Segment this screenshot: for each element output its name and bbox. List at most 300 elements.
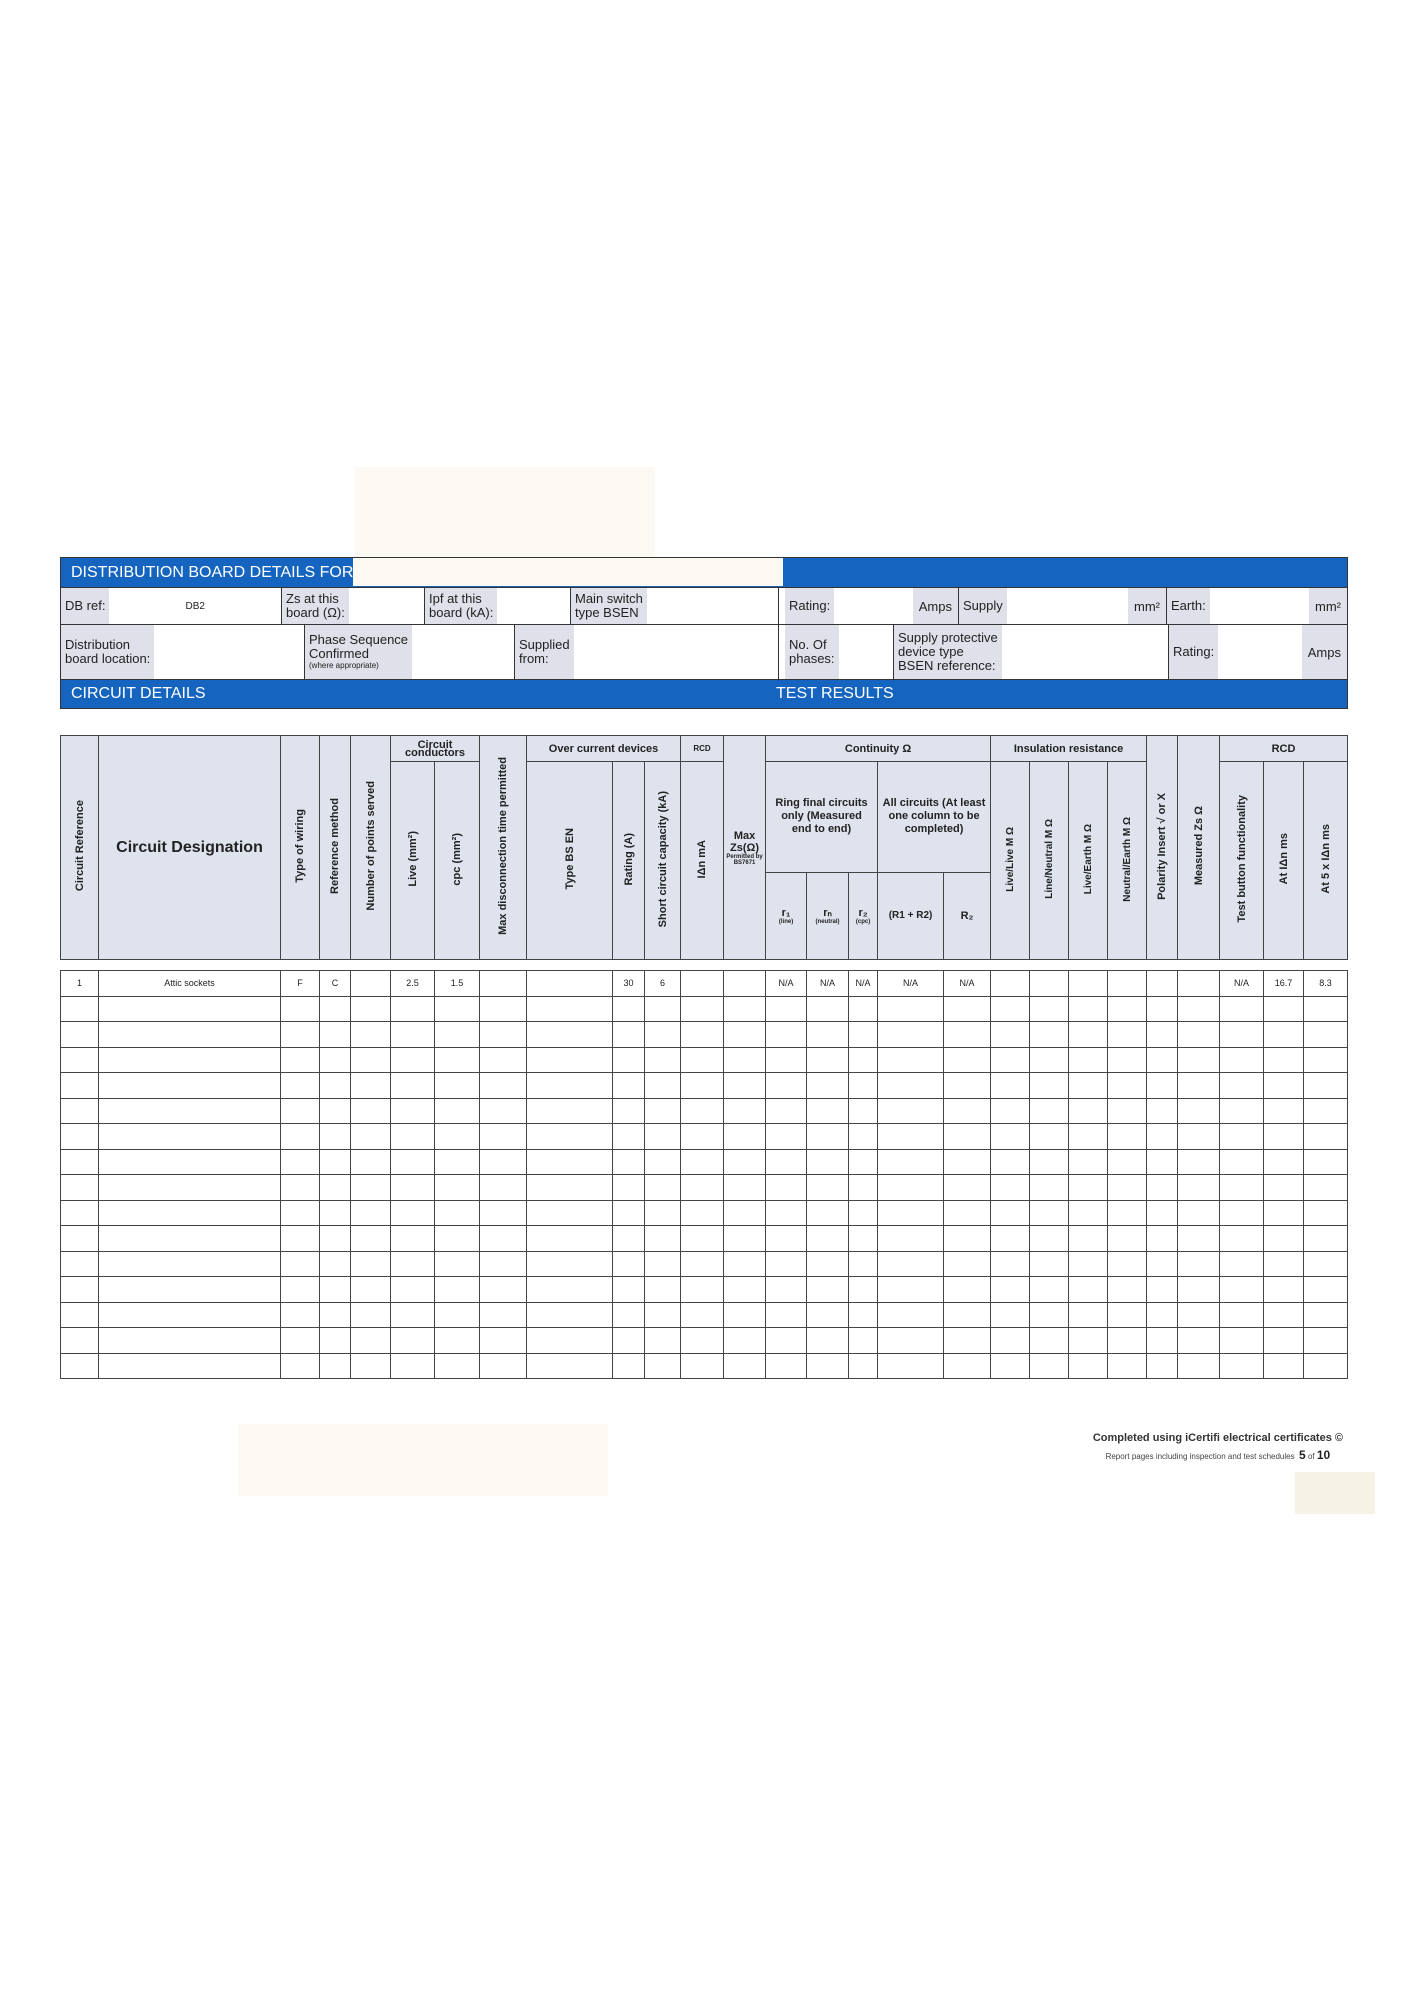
table-cell[interactable]	[435, 1098, 480, 1124]
table-cell[interactable]	[480, 1149, 527, 1175]
table-cell[interactable]	[645, 1124, 681, 1150]
table-cell[interactable]	[807, 1302, 849, 1328]
table-cell[interactable]	[944, 1022, 991, 1048]
table-cell[interactable]	[1108, 971, 1147, 997]
table-cell[interactable]: N/A	[878, 971, 944, 997]
table-cell[interactable]	[435, 1251, 480, 1277]
table-cell[interactable]	[1220, 1226, 1264, 1252]
table-cell[interactable]	[1178, 1073, 1220, 1099]
table-cell[interactable]	[1108, 1200, 1147, 1226]
table-cell[interactable]	[681, 1073, 724, 1099]
table-cell[interactable]	[527, 1047, 613, 1073]
table-cell[interactable]	[1108, 1149, 1147, 1175]
table-cell[interactable]	[1178, 1353, 1220, 1379]
table-cell[interactable]	[766, 1251, 807, 1277]
table-cell[interactable]	[944, 1175, 991, 1201]
table-cell[interactable]	[1178, 1149, 1220, 1175]
table-cell[interactable]	[1030, 1277, 1069, 1303]
table-cell[interactable]	[645, 1226, 681, 1252]
table-cell[interactable]	[527, 1098, 613, 1124]
table-cell[interactable]	[480, 1302, 527, 1328]
table-cell[interactable]	[480, 1251, 527, 1277]
table-cell[interactable]	[724, 1175, 766, 1201]
table-cell[interactable]	[878, 996, 944, 1022]
table-cell[interactable]	[1264, 1277, 1304, 1303]
table-cell[interactable]	[281, 1302, 320, 1328]
table-cell[interactable]	[991, 996, 1030, 1022]
earth-value[interactable]	[1210, 588, 1309, 624]
table-cell[interactable]	[1264, 1353, 1304, 1379]
table-cell[interactable]	[1220, 1098, 1264, 1124]
table-cell[interactable]	[391, 1328, 435, 1354]
table-cell[interactable]	[99, 1200, 281, 1226]
table-cell[interactable]	[281, 1251, 320, 1277]
table-cell[interactable]	[1147, 1251, 1178, 1277]
table-cell[interactable]	[1030, 1098, 1069, 1124]
table-cell[interactable]	[391, 1251, 435, 1277]
table-cell[interactable]	[645, 1022, 681, 1048]
table-cell[interactable]	[613, 1226, 645, 1252]
table-cell[interactable]	[435, 1226, 480, 1252]
table-cell[interactable]	[1178, 1098, 1220, 1124]
table-cell[interactable]	[613, 1124, 645, 1150]
table-cell[interactable]	[435, 1302, 480, 1328]
table-cell[interactable]	[849, 1353, 878, 1379]
table-cell[interactable]	[320, 1277, 351, 1303]
table-cell[interactable]	[1304, 1226, 1348, 1252]
table-cell[interactable]	[1030, 1251, 1069, 1277]
table-cell[interactable]	[1264, 1302, 1304, 1328]
table-cell[interactable]	[320, 1149, 351, 1175]
table-cell[interactable]	[1108, 1047, 1147, 1073]
table-cell[interactable]	[320, 1200, 351, 1226]
table-cell[interactable]	[991, 1073, 1030, 1099]
table-cell[interactable]	[480, 1047, 527, 1073]
table-cell[interactable]	[1069, 1175, 1108, 1201]
table-cell[interactable]	[61, 1124, 99, 1150]
table-cell[interactable]	[320, 1251, 351, 1277]
table-cell[interactable]	[766, 1226, 807, 1252]
table-cell[interactable]	[1147, 1022, 1178, 1048]
table-cell[interactable]	[766, 1047, 807, 1073]
table-cell[interactable]	[99, 1073, 281, 1099]
table-cell[interactable]	[991, 1353, 1030, 1379]
table-cell[interactable]	[1304, 1022, 1348, 1048]
table-cell[interactable]	[281, 1149, 320, 1175]
table-cell[interactable]	[527, 971, 613, 997]
table-cell[interactable]	[1108, 1277, 1147, 1303]
table-cell[interactable]	[991, 1277, 1030, 1303]
table-cell[interactable]	[351, 1302, 391, 1328]
table-cell[interactable]	[878, 1328, 944, 1354]
table-cell[interactable]	[613, 1328, 645, 1354]
table-cell[interactable]	[807, 996, 849, 1022]
table-cell[interactable]	[1220, 1073, 1264, 1099]
table-cell[interactable]	[61, 1328, 99, 1354]
table-cell[interactable]	[878, 1277, 944, 1303]
phases-value[interactable]	[839, 625, 893, 679]
table-cell[interactable]	[878, 1073, 944, 1099]
table-cell[interactable]	[613, 1149, 645, 1175]
table-cell[interactable]	[878, 1047, 944, 1073]
table-cell[interactable]	[681, 1175, 724, 1201]
table-cell[interactable]: 6	[645, 971, 681, 997]
table-cell[interactable]	[645, 1277, 681, 1303]
table-cell[interactable]	[435, 1175, 480, 1201]
table-cell[interactable]: N/A	[766, 971, 807, 997]
table-cell[interactable]	[613, 996, 645, 1022]
table-cell[interactable]	[480, 996, 527, 1022]
table-cell[interactable]	[1030, 1175, 1069, 1201]
table-cell[interactable]	[645, 1353, 681, 1379]
rating-value[interactable]	[834, 588, 913, 624]
table-cell[interactable]	[99, 1022, 281, 1048]
phase-sequence-value[interactable]	[412, 625, 514, 679]
table-cell[interactable]	[681, 1277, 724, 1303]
table-cell[interactable]: 30	[613, 971, 645, 997]
table-cell[interactable]	[1147, 996, 1178, 1022]
table-cell[interactable]: Attic sockets	[99, 971, 281, 997]
table-cell[interactable]	[849, 1149, 878, 1175]
table-cell[interactable]	[1220, 1251, 1264, 1277]
table-cell[interactable]	[766, 1098, 807, 1124]
table-cell[interactable]	[281, 1226, 320, 1252]
table-cell[interactable]	[807, 1328, 849, 1354]
table-cell[interactable]	[613, 1047, 645, 1073]
table-cell[interactable]	[807, 1073, 849, 1099]
table-cell[interactable]	[724, 1149, 766, 1175]
table-cell[interactable]	[1264, 1124, 1304, 1150]
table-cell[interactable]	[480, 1098, 527, 1124]
table-cell[interactable]	[1069, 1328, 1108, 1354]
table-cell[interactable]	[944, 1251, 991, 1277]
table-cell[interactable]	[1108, 1302, 1147, 1328]
table-cell[interactable]	[1178, 1226, 1220, 1252]
table-cell[interactable]: N/A	[1220, 971, 1264, 997]
table-cell[interactable]	[527, 1022, 613, 1048]
table-cell[interactable]	[991, 1302, 1030, 1328]
table-cell[interactable]	[807, 1022, 849, 1048]
table-cell[interactable]	[724, 1277, 766, 1303]
table-cell[interactable]	[1264, 1175, 1304, 1201]
table-cell[interactable]	[944, 1047, 991, 1073]
table-cell[interactable]	[681, 1200, 724, 1226]
table-cell[interactable]	[849, 1175, 878, 1201]
table-cell[interactable]	[1147, 1149, 1178, 1175]
table-cell[interactable]	[1178, 1047, 1220, 1073]
table-cell[interactable]	[766, 1175, 807, 1201]
table-cell[interactable]	[480, 1226, 527, 1252]
table-cell[interactable]	[1220, 1277, 1264, 1303]
table-cell[interactable]	[766, 1200, 807, 1226]
table-cell[interactable]	[99, 996, 281, 1022]
table-cell[interactable]	[435, 1124, 480, 1150]
table-cell[interactable]	[645, 1047, 681, 1073]
table-cell[interactable]	[724, 1022, 766, 1048]
table-cell[interactable]	[527, 1200, 613, 1226]
table-cell[interactable]	[645, 1302, 681, 1328]
table-cell[interactable]	[807, 1175, 849, 1201]
table-cell[interactable]	[320, 1124, 351, 1150]
table-cell[interactable]	[849, 1073, 878, 1099]
table-cell[interactable]	[681, 1098, 724, 1124]
table-cell[interactable]	[1069, 1124, 1108, 1150]
table-cell[interactable]	[1108, 1073, 1147, 1099]
table-cell[interactable]	[766, 1277, 807, 1303]
table-cell[interactable]	[1069, 1047, 1108, 1073]
table-cell[interactable]	[1220, 1175, 1264, 1201]
table-cell[interactable]	[1220, 1047, 1264, 1073]
table-cell[interactable]	[351, 1226, 391, 1252]
table-cell[interactable]	[281, 1124, 320, 1150]
table-cell[interactable]	[1220, 1124, 1264, 1150]
table-cell[interactable]	[1069, 1302, 1108, 1328]
table-cell[interactable]	[320, 1022, 351, 1048]
table-cell[interactable]	[991, 1226, 1030, 1252]
table-cell[interactable]	[613, 1098, 645, 1124]
table-cell[interactable]	[645, 1328, 681, 1354]
table-cell[interactable]	[849, 1124, 878, 1150]
table-cell[interactable]	[681, 1149, 724, 1175]
table-cell[interactable]	[807, 1200, 849, 1226]
table-cell[interactable]	[320, 1098, 351, 1124]
table-cell[interactable]: 16.7	[1264, 971, 1304, 997]
table-cell[interactable]	[1069, 1073, 1108, 1099]
table-cell[interactable]	[391, 1047, 435, 1073]
table-cell[interactable]	[1069, 1200, 1108, 1226]
table-cell[interactable]	[1304, 1073, 1348, 1099]
table-cell[interactable]	[1220, 1149, 1264, 1175]
table-cell[interactable]	[99, 1175, 281, 1201]
table-cell[interactable]	[766, 996, 807, 1022]
table-cell[interactable]	[1147, 1226, 1178, 1252]
table-cell[interactable]	[61, 1047, 99, 1073]
table-cell[interactable]	[61, 996, 99, 1022]
table-cell[interactable]	[766, 1124, 807, 1150]
table-cell[interactable]	[1108, 1098, 1147, 1124]
table-cell[interactable]	[1147, 1277, 1178, 1303]
table-cell[interactable]	[281, 1022, 320, 1048]
table-cell[interactable]	[681, 1302, 724, 1328]
table-cell[interactable]	[1069, 1149, 1108, 1175]
table-cell[interactable]	[645, 1200, 681, 1226]
table-cell[interactable]	[61, 1022, 99, 1048]
table-cell[interactable]	[1264, 1073, 1304, 1099]
table-cell[interactable]	[1147, 1073, 1178, 1099]
table-cell[interactable]	[1030, 1328, 1069, 1354]
table-cell[interactable]	[645, 1149, 681, 1175]
table-cell[interactable]	[351, 1098, 391, 1124]
table-cell[interactable]	[1220, 996, 1264, 1022]
table-cell[interactable]	[527, 1328, 613, 1354]
table-cell[interactable]	[480, 1073, 527, 1099]
table-cell[interactable]	[878, 1124, 944, 1150]
table-cell[interactable]	[1147, 1175, 1178, 1201]
table-cell[interactable]	[1147, 1302, 1178, 1328]
table-cell[interactable]	[435, 1328, 480, 1354]
table-cell[interactable]	[320, 1353, 351, 1379]
table-cell[interactable]	[849, 1251, 878, 1277]
table-cell[interactable]	[681, 1047, 724, 1073]
table-cell[interactable]	[1304, 1124, 1348, 1150]
table-cell[interactable]	[681, 1353, 724, 1379]
table-cell[interactable]	[1030, 1149, 1069, 1175]
table-cell[interactable]	[724, 1098, 766, 1124]
table-cell[interactable]	[1069, 1353, 1108, 1379]
table-cell[interactable]	[61, 1226, 99, 1252]
table-cell[interactable]	[1030, 1226, 1069, 1252]
table-cell[interactable]	[391, 1175, 435, 1201]
table-cell[interactable]	[527, 1353, 613, 1379]
table-cell[interactable]	[878, 1149, 944, 1175]
table-cell[interactable]	[849, 1277, 878, 1303]
table-cell[interactable]	[807, 1353, 849, 1379]
table-cell[interactable]	[724, 1353, 766, 1379]
table-cell[interactable]	[527, 1277, 613, 1303]
table-cell[interactable]	[351, 996, 391, 1022]
table-cell[interactable]	[944, 1302, 991, 1328]
table-cell[interactable]	[61, 1302, 99, 1328]
supply-protective-device-value[interactable]	[1002, 625, 1168, 679]
table-cell[interactable]	[613, 1073, 645, 1099]
table-cell[interactable]	[766, 1073, 807, 1099]
table-cell[interactable]	[724, 1328, 766, 1354]
table-cell[interactable]	[766, 1022, 807, 1048]
table-cell[interactable]	[724, 1302, 766, 1328]
table-cell[interactable]	[766, 1302, 807, 1328]
table-cell[interactable]	[681, 1022, 724, 1048]
table-cell[interactable]	[1108, 1124, 1147, 1150]
table-cell[interactable]	[991, 1098, 1030, 1124]
table-cell[interactable]	[1108, 1175, 1147, 1201]
table-cell[interactable]	[991, 1149, 1030, 1175]
table-cell[interactable]: N/A	[807, 971, 849, 997]
table-cell[interactable]	[435, 1022, 480, 1048]
table-cell[interactable]	[281, 996, 320, 1022]
table-cell[interactable]	[1264, 1098, 1304, 1124]
table-cell[interactable]	[320, 996, 351, 1022]
table-cell[interactable]	[527, 1149, 613, 1175]
table-cell[interactable]	[480, 1175, 527, 1201]
table-cell[interactable]	[878, 1353, 944, 1379]
table-cell[interactable]: 8.3	[1304, 971, 1348, 997]
table-cell[interactable]	[1264, 1328, 1304, 1354]
zs-value[interactable]	[349, 588, 424, 624]
table-cell[interactable]	[391, 1353, 435, 1379]
table-cell[interactable]	[991, 1047, 1030, 1073]
table-cell[interactable]	[1264, 1226, 1304, 1252]
table-cell[interactable]	[1304, 1149, 1348, 1175]
table-cell[interactable]	[435, 1353, 480, 1379]
table-cell[interactable]	[1108, 1353, 1147, 1379]
table-cell[interactable]	[1264, 1149, 1304, 1175]
table-cell[interactable]	[1108, 1251, 1147, 1277]
table-cell[interactable]	[99, 1149, 281, 1175]
table-cell[interactable]	[613, 1302, 645, 1328]
table-cell[interactable]	[1304, 1328, 1348, 1354]
table-cell[interactable]	[1178, 1124, 1220, 1150]
table-cell[interactable]	[391, 1073, 435, 1099]
table-cell[interactable]	[281, 1353, 320, 1379]
table-cell[interactable]	[351, 1277, 391, 1303]
table-cell[interactable]	[991, 1124, 1030, 1150]
table-cell[interactable]	[351, 971, 391, 997]
table-cell[interactable]	[1178, 971, 1220, 997]
table-cell[interactable]	[1304, 1047, 1348, 1073]
table-cell[interactable]	[807, 1124, 849, 1150]
ipf-value[interactable]	[497, 588, 570, 624]
table-cell[interactable]	[645, 1175, 681, 1201]
table-cell[interactable]	[281, 1047, 320, 1073]
table-cell[interactable]	[527, 1251, 613, 1277]
table-cell[interactable]	[991, 1022, 1030, 1048]
table-cell[interactable]	[724, 1073, 766, 1099]
table-cell[interactable]	[1147, 971, 1178, 997]
table-cell[interactable]	[281, 1277, 320, 1303]
table-cell[interactable]	[1069, 971, 1108, 997]
table-cell[interactable]	[61, 1277, 99, 1303]
table-cell[interactable]	[1178, 1328, 1220, 1354]
table-cell[interactable]	[1304, 1098, 1348, 1124]
table-cell[interactable]	[1030, 1302, 1069, 1328]
table-cell[interactable]	[944, 1226, 991, 1252]
table-cell[interactable]	[1147, 1124, 1178, 1150]
table-cell[interactable]	[1264, 1200, 1304, 1226]
table-cell[interactable]	[99, 1302, 281, 1328]
table-cell[interactable]	[391, 1226, 435, 1252]
table-cell[interactable]	[613, 1022, 645, 1048]
table-cell[interactable]	[645, 1073, 681, 1099]
table-cell[interactable]	[1178, 1175, 1220, 1201]
table-cell[interactable]	[724, 1047, 766, 1073]
table-cell[interactable]	[351, 1328, 391, 1354]
table-cell[interactable]	[991, 971, 1030, 997]
table-cell[interactable]	[766, 1328, 807, 1354]
table-cell[interactable]	[480, 1022, 527, 1048]
main-switch-value[interactable]	[647, 588, 778, 624]
table-cell[interactable]	[849, 1022, 878, 1048]
table-cell[interactable]	[613, 1353, 645, 1379]
table-cell[interactable]	[724, 996, 766, 1022]
table-cell[interactable]: N/A	[849, 971, 878, 997]
table-cell[interactable]	[944, 1328, 991, 1354]
table-cell[interactable]	[351, 1149, 391, 1175]
table-cell[interactable]	[99, 1277, 281, 1303]
table-cell[interactable]	[1304, 1175, 1348, 1201]
table-cell[interactable]	[61, 1149, 99, 1175]
table-cell[interactable]	[99, 1328, 281, 1354]
table-cell[interactable]	[1147, 1047, 1178, 1073]
table-cell[interactable]	[1069, 1251, 1108, 1277]
table-cell[interactable]	[991, 1251, 1030, 1277]
table-cell[interactable]	[1178, 1022, 1220, 1048]
table-cell[interactable]	[991, 1328, 1030, 1354]
table-cell[interactable]	[807, 1047, 849, 1073]
table-cell[interactable]	[480, 1328, 527, 1354]
table-cell[interactable]	[724, 1200, 766, 1226]
table-cell[interactable]	[1108, 996, 1147, 1022]
table-cell[interactable]	[849, 1200, 878, 1226]
table-cell[interactable]	[1220, 1328, 1264, 1354]
table-cell[interactable]	[435, 1277, 480, 1303]
table-cell[interactable]	[681, 1124, 724, 1150]
table-cell[interactable]	[1147, 1328, 1178, 1354]
table-cell[interactable]	[61, 1251, 99, 1277]
table-cell[interactable]: 2.5	[391, 971, 435, 997]
table-cell[interactable]	[1220, 1353, 1264, 1379]
table-cell[interactable]	[61, 1098, 99, 1124]
table-cell[interactable]	[391, 1277, 435, 1303]
